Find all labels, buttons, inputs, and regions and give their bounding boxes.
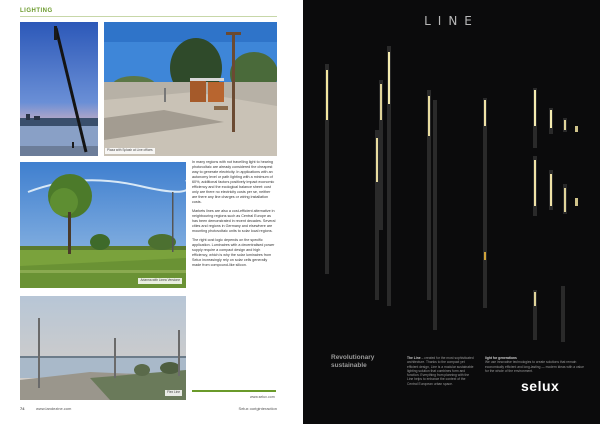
photo-promenade (104, 22, 277, 156)
page-number: 74 (20, 406, 25, 411)
page-footer (20, 404, 277, 414)
photo-park (20, 162, 186, 288)
body-paragraph: Markets lines are also a cost-efficient alternative in neighbouring regions such as Central Europe as has been demonstrated in recent decades. Several cities and regions in Germany and elsewhere are mounting photovoltaic units to solar local regions. (192, 209, 276, 233)
section-label: LIGHTING (20, 8, 53, 14)
ad-copy-body: We use innovative technologies to create solutions that remain economically efficient and long-lasting — modern ideas with a value for the whole of the environment. (485, 360, 584, 373)
ad-copy-column-2 (485, 356, 585, 373)
product-title: LINE (424, 14, 479, 28)
ad-tagline (331, 354, 374, 370)
caption-waterfront: Flex Line (167, 390, 180, 395)
tagline-line: sustainable (331, 362, 367, 369)
right-page-advert (303, 0, 600, 424)
selux-logo: selux (521, 378, 560, 394)
luminaire-illustration (303, 30, 600, 350)
left-page (0, 0, 297, 424)
caption-promenade: Plaza with Splash at Line offices (107, 148, 153, 153)
ad-copy-column-1 (407, 356, 475, 386)
ad-copy-body: – created for the most sophisticated architecture. Thanks to the compact yet efficient design, Line is a modular sustainable lighting solution that combines form and function. Everything from planning with the Line helps to enhance the context of the Central European urban space. (407, 356, 474, 386)
photo-dusk-pole (20, 22, 98, 156)
article-body (192, 160, 276, 272)
photo-waterfront (20, 296, 186, 400)
body-paragraph: The right cost logic depends on the specific application. Luminaires with a decentralised power supply require a compact design and high efficiency, which is why the solar luminaires from Selux increasingly rely on solar cells generally made from compound-like silicon. (192, 238, 275, 267)
ad-copy-head: The Line (407, 356, 421, 360)
footer-site-link[interactable]: www.landezine.com (36, 406, 72, 411)
footer-right-text: Selux ooriginteraction (238, 406, 277, 411)
accent-rule (192, 390, 276, 392)
body-paragraph: In many regions with not travelling light to hearing photovoltaic are already considered the cheapest way to generate electricity. In applications with an autonomy level or path lighting with a minimum of 60%, additional factors positively impact economic efficiency and the ecological balance sheet: cost only are there no electricity costs per se, neither are there any line charges or wiring installation costs. (192, 160, 275, 204)
advertiser-url[interactable]: www.selux.com (250, 395, 275, 399)
caption-park: Arianna with Linea Versione (140, 278, 180, 283)
ad-copy-head: light for generations (485, 356, 517, 360)
tagline-line: Revolutionary (331, 354, 375, 361)
section-divider (20, 16, 277, 17)
